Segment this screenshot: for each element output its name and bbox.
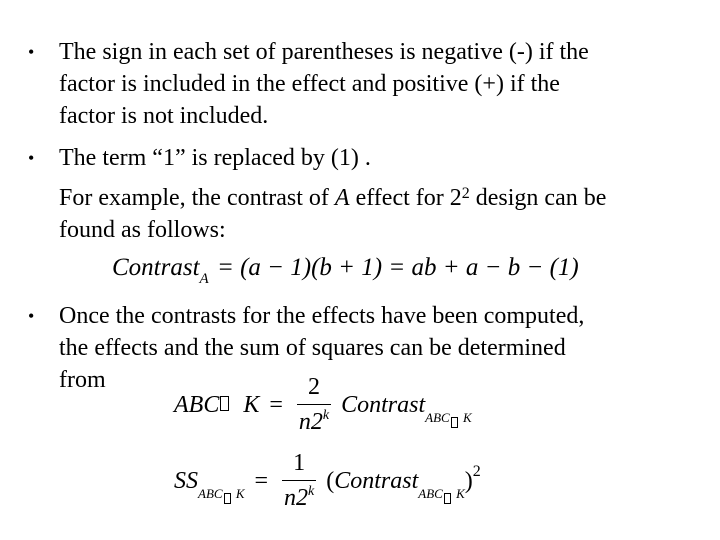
formula-term: Contrast — [334, 468, 419, 495]
denominator-exponent: k — [322, 408, 330, 423]
text-line: found as follows: — [59, 217, 226, 243]
denominator-base: n2 — [298, 409, 323, 435]
subscript-part: ABC — [418, 486, 443, 502]
subscript-part: ABC — [198, 486, 223, 502]
subscript-part: K — [456, 486, 465, 502]
bullet-text — [59, 142, 709, 246]
formula-effect — [174, 370, 472, 443]
subscript-part: K — [462, 410, 472, 426]
example-text: For example, the contrast of — [59, 185, 335, 211]
bullet-mark: • — [28, 306, 35, 326]
formula-lhs: K — [243, 392, 260, 419]
example-var: A — [334, 185, 350, 211]
missing-glyph-icon — [224, 493, 231, 504]
bullet-mark: • — [28, 42, 35, 62]
formula-lhs: Contrast — [112, 254, 200, 281]
example-superscript: 2 — [461, 185, 470, 202]
fraction-numerator: 2 — [308, 374, 320, 400]
text-line: factor is included in the effect and positive (+) if the — [59, 71, 560, 97]
formula-subscript: A — [199, 271, 209, 287]
text-line: the effects and the sum of squares can be determined — [59, 335, 566, 361]
text-line-example — [59, 182, 709, 214]
denominator-base: n2 — [284, 485, 309, 511]
bullet-mark: • — [28, 148, 35, 168]
text-line: Once the contrasts for the effects have been computed, — [59, 303, 585, 329]
formula-exponent: 2 — [472, 463, 481, 481]
formula-fraction — [297, 370, 331, 443]
formula-paren-close: ) — [464, 468, 473, 495]
subscript-part: ABC — [425, 410, 450, 426]
text-line: factor is not included. — [59, 103, 269, 129]
formula-subscript — [198, 486, 244, 501]
formula-rhs: = (a − 1)(b + 1) = ab + a − b − (1) — [216, 254, 579, 281]
missing-glyph-icon — [451, 417, 458, 428]
formula-subscript — [418, 486, 464, 501]
formula-contrast-a — [112, 254, 579, 287]
text-line: The sign in each set of parentheses is negative (-) if the — [59, 39, 589, 65]
formula-lhs: ABC — [174, 392, 220, 419]
formula-paren-open: ( — [326, 468, 335, 495]
denominator-exponent: k — [308, 484, 315, 499]
fraction-numerator: 1 — [293, 450, 306, 476]
formula-sum-of-squares — [174, 446, 481, 519]
fraction-denominator — [282, 480, 316, 519]
missing-glyph-icon — [220, 396, 229, 411]
formula-equals: = — [269, 392, 283, 419]
formula-term: Contrast — [341, 392, 426, 419]
bullet-text — [59, 36, 709, 132]
text-line: The term “1” is replaced by (1) . — [59, 145, 371, 171]
formula-subscript — [425, 410, 471, 425]
subscript-part: K — [235, 486, 245, 502]
fraction-denominator — [297, 404, 331, 443]
missing-glyph-icon — [444, 493, 451, 504]
text-line: from — [59, 367, 106, 393]
formula-lhs: SS — [174, 468, 198, 495]
example-text: design can be — [469, 185, 607, 211]
example-text: effect for 2 — [349, 185, 462, 211]
formula-fraction — [282, 446, 316, 519]
formula-equals: = — [254, 468, 269, 495]
